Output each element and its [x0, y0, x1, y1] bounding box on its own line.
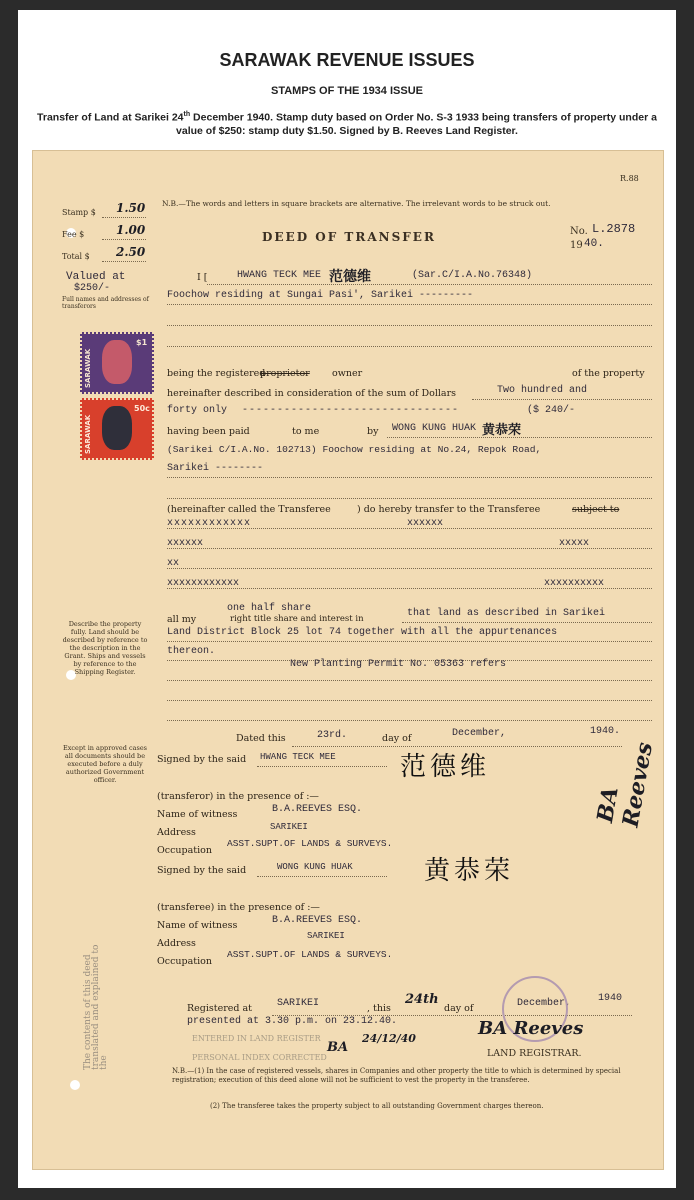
- p4-right-title: right title share and interest in: [230, 614, 364, 624]
- p2-by: by: [367, 426, 379, 437]
- witness-label-1: Name of witness: [157, 809, 238, 820]
- full-names-note: Full names and addresses of transferors: [62, 296, 149, 310]
- transferor-label: [157, 791, 319, 802]
- signature-chinese-1: 范德维: [400, 752, 491, 782]
- page-subtitle: STAMPS OF THE 1934 ISSUE: [270, 85, 423, 97]
- year-prefix: 19: [570, 240, 583, 251]
- payee-ref: (Sarikei C/I.A.No. 102713) Foochow residing at No.24, Repok Road,: [167, 444, 542, 455]
- dated-day: 23rd.: [317, 730, 348, 741]
- address-label-1: Address: [157, 827, 196, 838]
- stamp-purple-1-dollar: [80, 332, 154, 394]
- land-desc-2: Land District Block 25 lot 74 together with all the appurtenances: [167, 627, 558, 638]
- transferor-chinese: 范德维: [329, 269, 371, 285]
- p4-all-my: all my: [167, 614, 197, 625]
- transferor-ref: (Sar.C/I.A.No.76348): [412, 270, 533, 281]
- fee-label: Fee $: [62, 230, 85, 239]
- signature-reeves: BA Reeves: [592, 740, 659, 830]
- transferor-label-a: (transferor: [157, 791, 210, 802]
- land-desc-1: that land as described in Sarikei: [407, 608, 606, 619]
- transferor-label-b: ) in the presence of :—: [209, 791, 319, 802]
- description-text-a: Transfer of Land at Sarikei 24: [37, 111, 184, 124]
- deed-title: DEED OF TRANSFER: [262, 230, 436, 244]
- description-sup: th: [183, 111, 191, 118]
- amount-words-1: Two hundred and: [497, 385, 588, 396]
- stamp1-text: SARAWAK: [84, 348, 92, 388]
- signature-chinese-2: 黄恭荣: [424, 856, 515, 886]
- payee-address: Sarikei --------: [167, 463, 264, 474]
- struck-text: xxxxxxxxxxxx: [167, 578, 240, 589]
- struck-text: xxxxxx: [167, 538, 204, 549]
- dated-month: December,: [452, 728, 507, 739]
- registered-month: December,: [517, 998, 572, 1009]
- struck-text: xxxxx: [559, 538, 590, 549]
- witness-name-2: B.A.REEVES ESQ.: [272, 915, 363, 926]
- description-text-b: December 1940. Stamp duty based on Order No. S-3 1933 being transfers of property under a value of $250: stamp duty $1.50. Signed by B. Reeves Land Register.: [176, 111, 657, 137]
- transferee-label-a: (transferee: [157, 902, 211, 913]
- fee-value: 1.00: [116, 223, 146, 237]
- dated-dayof: day of: [382, 733, 412, 744]
- side-note-describe: Describe the property fully. Land should be described by reference to the description in the Grant. Ships and vessels by reference to the Shipping Register.: [62, 620, 148, 676]
- signed-label-1: Signed by the said: [157, 754, 247, 765]
- deed-document: [32, 150, 664, 1170]
- p2-owner: owner: [332, 368, 363, 379]
- page-description: [28, 108, 666, 138]
- p3-hereinafter: (hereinafter called the Transferee: [167, 504, 331, 515]
- stamp2-text: SARAWAK: [84, 414, 92, 454]
- address-label-2: Address: [157, 938, 196, 949]
- stamp-duty-value: 1.50: [116, 201, 146, 215]
- entered-initials: BA: [327, 1040, 349, 1055]
- registered-place: SARIKEI: [277, 998, 320, 1009]
- struck-text: xxxxxxxxxxxx: [167, 518, 252, 529]
- registrar-signature: BA Reeves: [478, 1018, 584, 1039]
- registered-label: Registered at: [187, 1003, 252, 1014]
- note-top: N.B.—The words and letters in square brackets are alternative. The irrelevant words to be struck out.: [162, 199, 551, 208]
- occupation-label-2: Occupation: [157, 956, 212, 967]
- struck-text: xxxxxxxxxx: [544, 578, 605, 589]
- p2-having-paid: having been paid: [167, 426, 250, 437]
- page-title: SARAWAK REVENUE ISSUES: [219, 50, 475, 70]
- registered-this: , this: [367, 1003, 391, 1014]
- transferee-label-b: ) in the presence of :—: [210, 902, 320, 913]
- transferor-name: HWANG TECK MEE: [237, 270, 322, 281]
- witness-name-1: B.A.REEVES ESQ.: [272, 804, 363, 815]
- transferor-address: Foochow residing at Sungai Pasi', Sarikei ---------: [167, 290, 474, 301]
- nb-note-1: N.B.—(1) In the case of registered vessels, shares in Companies and other property the title to which is determined by special registration; execution of this deed alone will not be sufficient to vest the property in the transferee.: [172, 1067, 621, 1084]
- amount-dashes: -------------------------------: [242, 405, 460, 416]
- address-value-2: SARIKEI: [307, 931, 345, 941]
- struck-text: xx: [167, 558, 180, 569]
- dated-year: 1940.: [590, 726, 621, 737]
- total-value: 2.50: [116, 245, 146, 259]
- valued-line-2: $250/-: [74, 283, 111, 294]
- witness-label-2: Name of witness: [157, 920, 238, 931]
- dated-label: Dated this: [236, 733, 286, 744]
- p2-to-me: to me: [292, 426, 320, 437]
- stamp-red-50c: [80, 398, 154, 460]
- amount-number: ($ 240/-: [527, 405, 576, 416]
- entered-label: ENTERED IN LAND REGISTER: [192, 1034, 321, 1043]
- side-note-except: Except in approved cases all documents should be executed before a duly authorized Government officer.: [62, 744, 148, 784]
- registered-dayof: day of: [444, 1003, 474, 1014]
- p2-consideration: hereinafter described in consideration of the sum of Dollars: [167, 388, 456, 399]
- payee-name: WONG KUNG HUAK: [392, 423, 477, 434]
- occupation-value-1: ASST.SUPT.OF LANDS & SURVEYS.: [227, 838, 393, 849]
- valued-line-1: Valued at: [66, 271, 126, 283]
- index-label: PERSONAL INDEX CORRECTED: [192, 1053, 327, 1062]
- address-value-1: SARIKEI: [270, 822, 308, 832]
- punch-hole: [70, 1080, 80, 1090]
- registered-day: 24th: [405, 992, 439, 1007]
- stamp-duty-label: Stamp $: [62, 208, 96, 217]
- p2-of-property: of the property: [572, 368, 645, 379]
- payee-chinese: 黄恭荣: [482, 423, 522, 438]
- side-note-contents: The contents of this deed translated and explained to the: [83, 944, 109, 1070]
- entered-date: 24/12/40: [362, 1032, 416, 1045]
- transferee-label: [157, 902, 320, 913]
- struck-text: xxxxxx: [407, 518, 444, 529]
- form-number: R.88: [620, 174, 639, 183]
- p3-subject-to: subject to: [572, 504, 620, 515]
- permit-text: New Planting Permit No. 05363 refers: [290, 659, 507, 670]
- year-value: 40.: [584, 238, 604, 250]
- p2-being: being the registered: [167, 368, 266, 379]
- occupation-label-1: Occupation: [157, 845, 212, 856]
- p2-proprietor: proprietor: [260, 368, 310, 379]
- stamp2-value: 50c: [134, 404, 150, 413]
- registered-year: 1940: [598, 993, 623, 1004]
- p1-i: I [: [197, 272, 208, 283]
- total-label: Total $: [62, 252, 90, 261]
- p3-transfer: ) do hereby transfer to the Transferee: [357, 504, 541, 515]
- number-label: No.: [570, 226, 588, 237]
- number-value: L.2878: [592, 222, 636, 236]
- stamp1-value: $1: [136, 338, 148, 347]
- land-desc-3: thereon.: [167, 646, 216, 657]
- amount-words-2: forty only: [167, 405, 228, 416]
- registrar-label: LAND REGISTRAR.: [487, 1048, 582, 1059]
- occupation-value-2: ASST.SUPT.OF LANDS & SURVEYS.: [227, 949, 393, 960]
- presented-text: presented at 3.30 p.m. on 23.12.40.: [187, 1016, 398, 1027]
- portrait-icon: [102, 340, 132, 384]
- nb-note-2: (2) The transferee takes the property subject to all outstanding Government charges thereon.: [210, 1102, 544, 1110]
- signed-name-2: WONG KUNG HUAK: [277, 862, 353, 872]
- share-value: one half share: [227, 603, 312, 614]
- signed-label-2: Signed by the said: [157, 865, 247, 876]
- signed-name-1: HWANG TECK MEE: [260, 752, 336, 762]
- portrait-icon: [102, 406, 132, 450]
